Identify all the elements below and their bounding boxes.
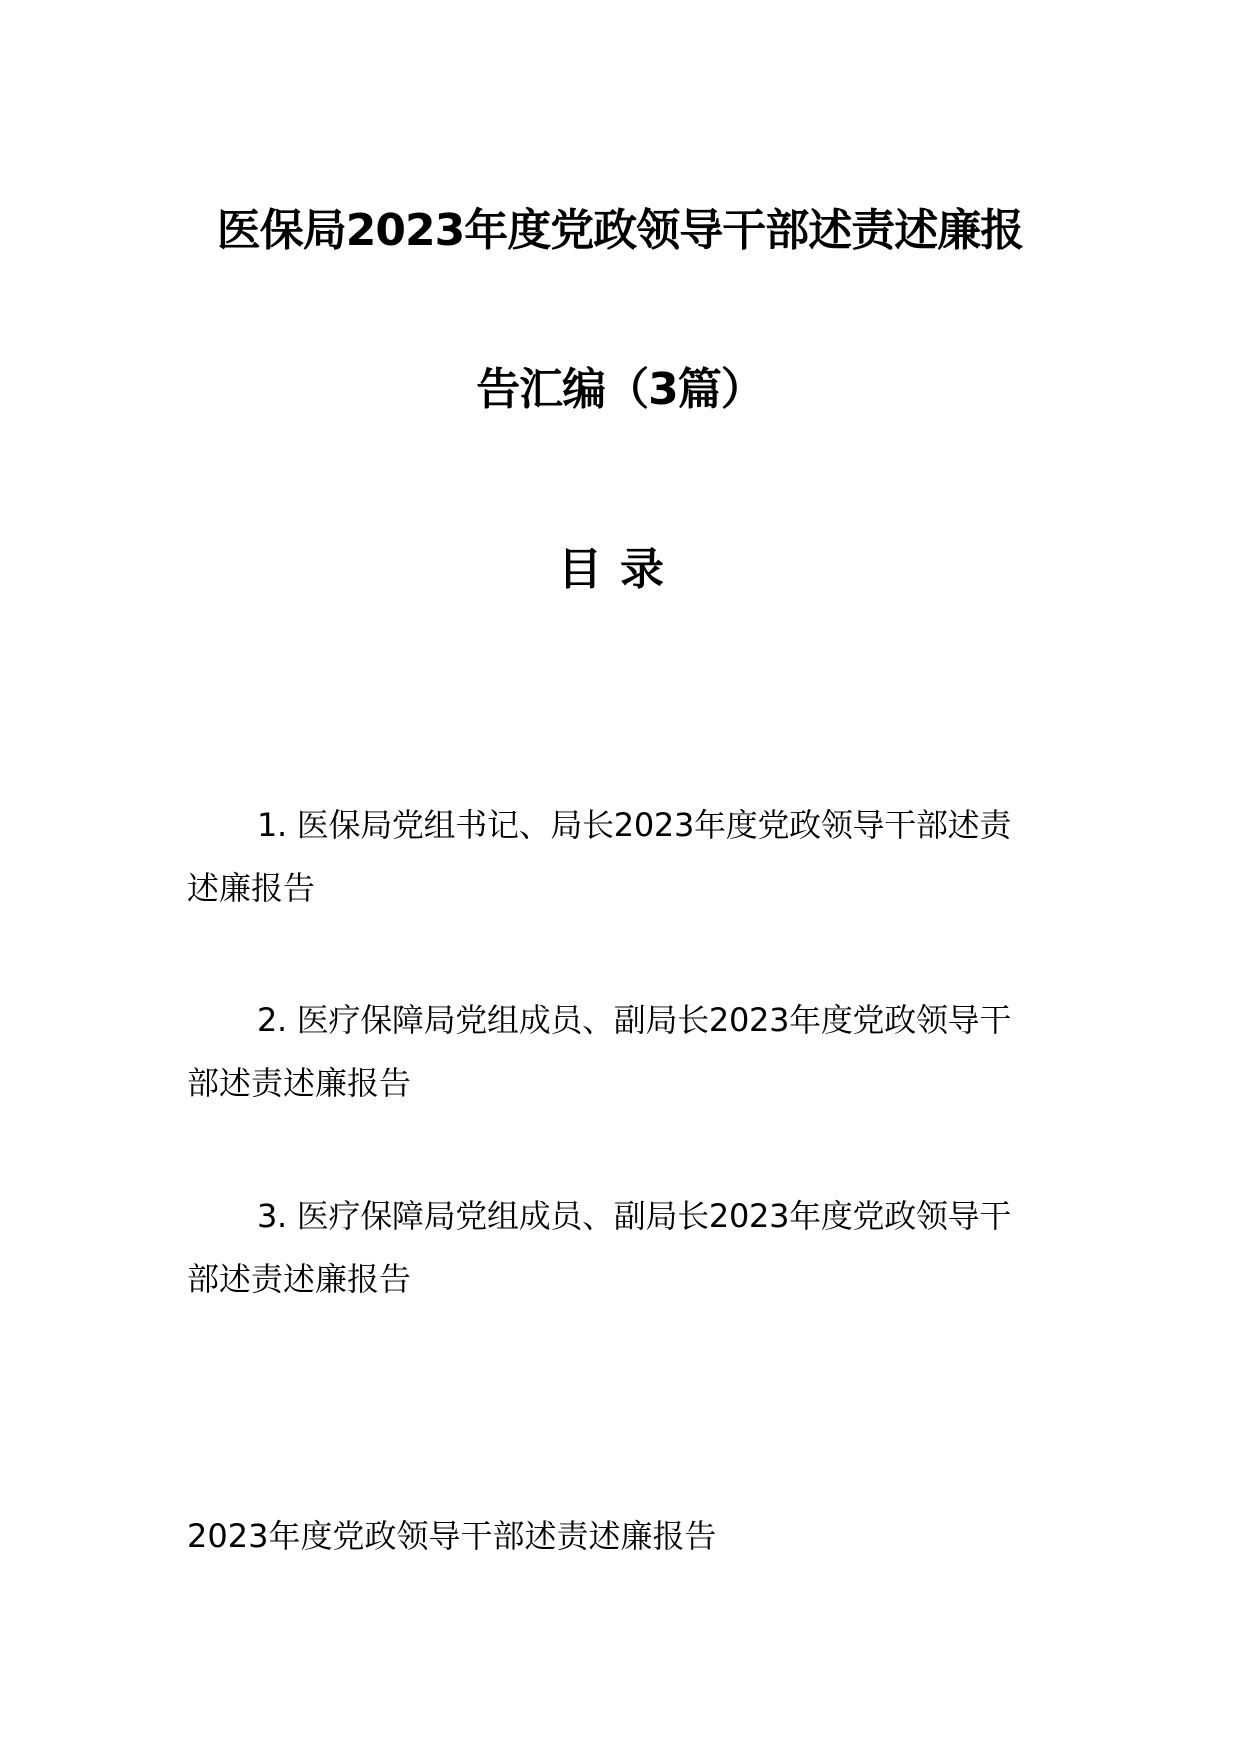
table-of-contents-heading: 目录 <box>558 544 682 595</box>
toc-item-text-line-2: 部述责述廉报告 <box>187 1064 412 1102</box>
document-title-line-2: 告汇编（3篇） <box>476 364 764 415</box>
toc-item <box>187 794 1057 920</box>
toc-item-text-line-1: 1. 医保局党组书记、局长2023年度党政领导干部述责 <box>257 806 1012 844</box>
document-title-line-1: 医保局2023年度党政领导干部述责述廉报 <box>216 205 1024 256</box>
toc-item-text-line-1: 3. 医疗保障局党组成员、副局长2023年度党政领导干 <box>257 1197 1012 1235</box>
toc-item <box>187 989 1057 1115</box>
toc-item-text-line-2: 部述责述廉报告 <box>187 1260 412 1298</box>
toc-item-text-line-2: 述廉报告 <box>187 869 316 907</box>
section-heading: 2023年度党政领导干部述责述廉报告 <box>187 1517 717 1555</box>
toc-item-text-line-1: 2. 医疗保障局党组成员、副局长2023年度党政领导干 <box>257 1001 1012 1039</box>
toc-item <box>187 1185 1057 1311</box>
